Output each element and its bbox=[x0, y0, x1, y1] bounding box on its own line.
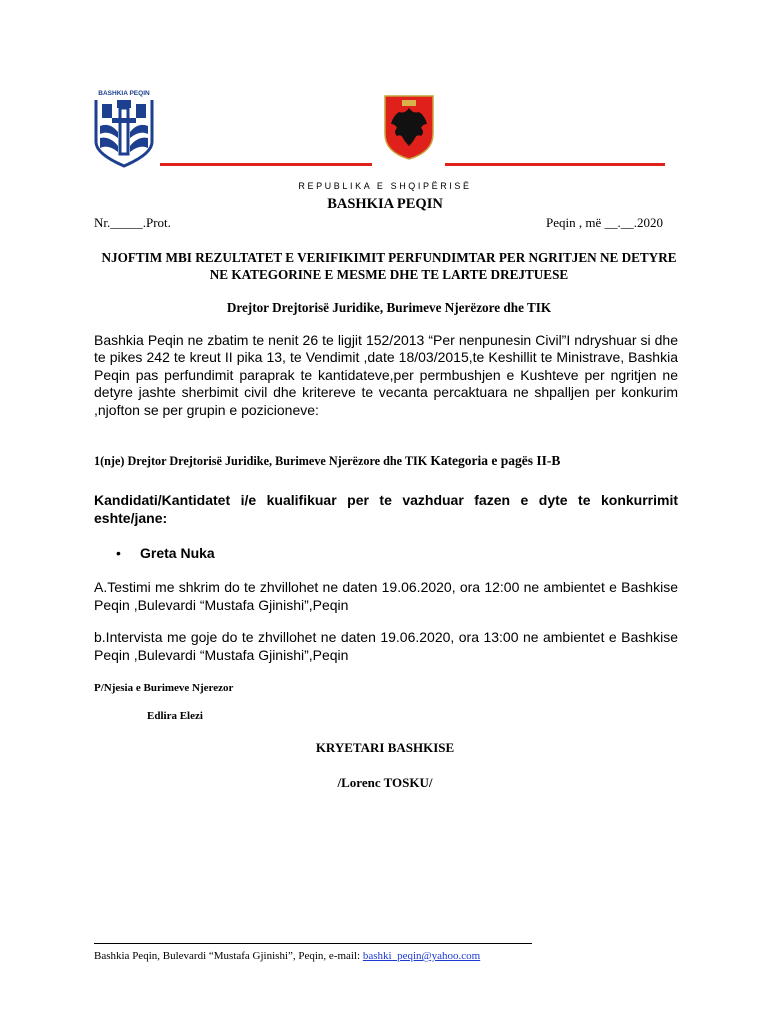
candidates-heading: Kandidati/Kantidatet i/e kualifikuar per te vazhduar fazen e dyte te konkurrimit eshte/jane: bbox=[94, 492, 678, 526]
hr-unit-label: P/Njesia e Burimeve Njerezor bbox=[94, 682, 234, 694]
header-rule-left bbox=[160, 163, 372, 166]
protocol-number: Nr._____.Prot. bbox=[94, 215, 171, 230]
notice-position-line: Drejtor Drejtorisë Juridike, Burimeve Njerëzore dhe TIK bbox=[226, 300, 552, 315]
footer-address-text: Bashkia Peqin, Bulevardi “Mustafa Gjinishi”, Peqin, e-mail: bbox=[94, 950, 363, 962]
written-test-paragraph: A.Testimi me shkrim do te zhvillohet ne daten 19.06.2020, ora 12:00 ne ambientet e Bashkise Peqin ,Bulevardi “Mustafa Gjinishi”,Peqin bbox=[94, 579, 678, 613]
mayor-title: KRYETARI BASHKISE bbox=[315, 740, 455, 755]
footer-address bbox=[94, 950, 480, 962]
bullet-icon: • bbox=[116, 545, 121, 561]
footer-divider bbox=[94, 943, 532, 944]
header-rule-right bbox=[445, 163, 665, 166]
municipality-title: BASHKIA PEQIN bbox=[327, 196, 443, 212]
position-line bbox=[94, 453, 560, 469]
candidate-name: Greta Nuka bbox=[140, 545, 215, 561]
bashkia-peqin-logo-icon bbox=[90, 88, 158, 170]
logo-text: BASHKIA PEQIN bbox=[98, 90, 150, 97]
notice-title: NJOFTIM MBI REZULTATET E VERIFIKIMIT PERFUNDIMTAR PER NGRITJEN NE DETYRE NE KATEGORINE E MESME DHE TE LARTE DREJTUESE bbox=[101, 250, 677, 282]
footer-email-link[interactable]: bashki_peqin@yahoo.com bbox=[362, 950, 481, 962]
mayor-name: /Lorenc TOSKU/ bbox=[337, 775, 433, 790]
interview-paragraph: b.Intervista me goje do te zhvillohet ne daten 19.06.2020, ora 13:00 ne ambientet e Bashkise Peqin ,Bulevardi “Mustafa Gjinishi”,Peqin bbox=[94, 629, 678, 663]
intro-paragraph: Bashkia Peqin ne zbatim te nenit 26 te ligjit 152/2013 “Per nenpunesin Civil”I ndryshuar si dhe te pikes 242 te kreut II pika 13, te Vendimit ,date 18/03/2015,te Keshillit te Ministrave, Bashkia Peqin pas perfundimit paraprak te kantidateve,per permbushjen e Kushteve per ngritjen ne detyre jashte sherbimit civil dhe kritereve te vecanta percaktuara ne shpalljen per konkurim ,njofton se per grupin e pozicioneve: bbox=[94, 332, 678, 418]
list-item bbox=[116, 545, 215, 561]
place-date: Peqin , më __.__.2020 bbox=[546, 215, 663, 230]
hr-signer-name: Edlira Elezi bbox=[147, 710, 203, 722]
republic-label: REPUBLIKA E SHQIPËRISË bbox=[298, 181, 472, 191]
position-number: 1(nje) Drejtor Drejtorisë Juridike, Burimeve Njerëzore dhe TIK bbox=[94, 454, 428, 468]
salary-category: Kategoria e pagës II-B bbox=[430, 453, 561, 468]
albanian-eagle-emblem-icon bbox=[383, 94, 435, 160]
